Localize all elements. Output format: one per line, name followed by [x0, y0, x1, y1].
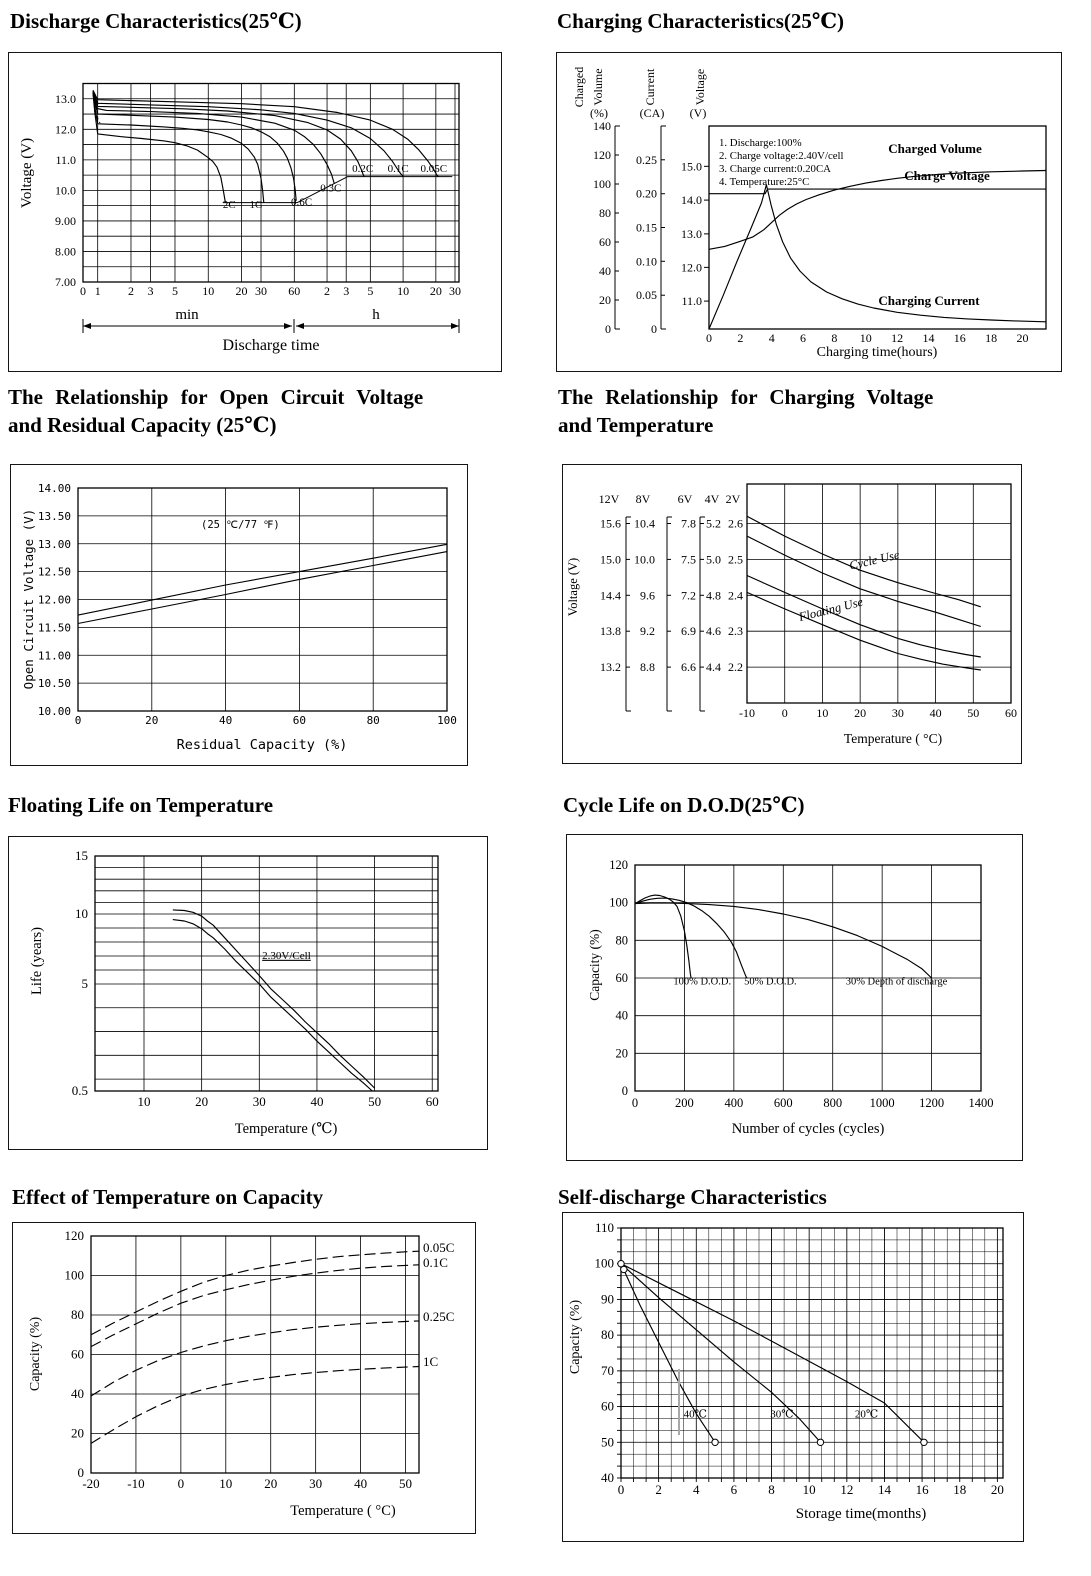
chart-title-floating-life: Floating Life on Temperature [8, 793, 274, 817]
x-axis-title: Temperature (℃) [234, 1121, 338, 1137]
scale-column-header: 12V [598, 492, 620, 506]
x-tick-label: 2 [324, 284, 331, 298]
scale-column-value: 15.6 [600, 516, 621, 531]
bracket-4v [700, 517, 705, 711]
annotation-label: Floating Use [797, 594, 865, 625]
x-tick-label: 10 [802, 1482, 816, 1497]
y-tick-label: 60 [615, 971, 628, 985]
scale-column-header: 4V [704, 492, 720, 506]
x-tick-label: 3 [343, 284, 350, 298]
temperature-capacity-chart [13, 1223, 475, 1533]
y-tick-label: 11.00 [37, 649, 71, 663]
chart-frame-floating-life [8, 836, 488, 1150]
annotation-label: 0.05C [423, 1240, 455, 1255]
y-tick-label: 10.00 [37, 705, 71, 718]
series-ocv-upper [78, 544, 447, 615]
scale-tick-label: 80 [599, 206, 611, 220]
chart-frame-self-discharge [562, 1212, 1024, 1542]
y-tick-label: 10.50 [37, 677, 71, 691]
scale-tick-label: 60 [599, 235, 611, 249]
x-axis-title: Residual Capacity (%) [176, 737, 348, 753]
x-tick-label: 2 [127, 284, 134, 298]
y-tick-label: 120 [64, 1228, 84, 1243]
grid [91, 1236, 419, 1473]
annotation-label: 1C [423, 1354, 439, 1369]
y-tick-label: 5 [81, 976, 88, 991]
scale-column-value: 7.5 [681, 552, 696, 567]
scale-column-value: 4.6 [706, 624, 721, 639]
plot-border [621, 1228, 1003, 1478]
charging-voltage-temperature-chart [563, 465, 1021, 763]
annotation-label: Charged Volume [888, 141, 982, 156]
y-tick-label: 20 [71, 1425, 84, 1441]
scale-tick-label: 40 [599, 264, 611, 278]
annotation-label: Voltage [693, 68, 707, 106]
chart-frame-cycle-life [566, 834, 1023, 1161]
x-tick-label: 60 [292, 714, 307, 727]
scale-tick-label: 120 [593, 148, 611, 162]
y-tick-label: 7.00 [55, 275, 76, 289]
y-axis-title: Capacity (%) [587, 929, 602, 1001]
x-tick-label: 14 [877, 1482, 891, 1497]
scale-tick-label: 14.0 [681, 193, 702, 208]
y-tick-label: 0.5 [71, 1083, 88, 1098]
chart-title-self-discharge: Self-discharge Characteristics [558, 1185, 827, 1209]
y-tick-label: 60 [71, 1346, 84, 1362]
x-tick-label: 0 [177, 1476, 185, 1491]
chart-title-temp-capacity: Effect of Temperature on Capacity [12, 1185, 324, 1209]
annotation-label: 30℃ [770, 1408, 794, 1421]
scale-column-value: 14.4 [600, 588, 621, 603]
scale-tick-label: 20 [599, 293, 611, 307]
x-tick-label: 20 [145, 714, 159, 727]
annotation-label: min [175, 307, 199, 323]
scale-tick-label: 11.0 [681, 294, 702, 309]
x-tick-label: 10 [202, 284, 215, 298]
x-tick-label: 100 [437, 714, 457, 727]
chart-frame-discharge [8, 52, 502, 372]
x-tick-label: 50 [967, 706, 980, 720]
chart-frame-charge-voltage-temp [562, 464, 1022, 764]
x-tick-label: 10 [859, 331, 872, 345]
series-rate-1C [91, 1367, 419, 1444]
x-tick-label: 5 [171, 284, 178, 298]
chart-title-charging: Charging Characteristics(25℃) [557, 9, 845, 33]
x-tick-label: 20 [990, 1482, 1004, 1497]
y-tick-label: 100 [594, 1255, 614, 1271]
annotation-label: 30% Depth of discharge [845, 976, 948, 988]
bracket-8v [626, 517, 631, 711]
x-tick-label: 14 [922, 331, 935, 345]
x-tick-label: 60 [425, 1094, 439, 1109]
x-tick-label: 30 [309, 1476, 323, 1491]
scale-column-value: 15.0 [600, 552, 621, 567]
series-rate-0.25C [91, 1321, 419, 1396]
chart-title-charge-voltage-temp: The Relationship for Charging Voltage and Temperature [558, 385, 934, 437]
y-tick-label: 12.00 [37, 593, 71, 607]
y-axis-title: Life (years) [29, 926, 45, 996]
series-dod-50 [635, 898, 747, 978]
x-tick-label: 800 [823, 1096, 843, 1110]
x-tick-label: 0 [706, 331, 712, 345]
series-ocv-lower [78, 552, 447, 624]
x-tick-label: 10 [137, 1094, 151, 1109]
floating-life-chart [9, 837, 487, 1149]
x-tick-label: 30 [449, 284, 461, 298]
plot-border [83, 84, 459, 283]
h-range-arrow [296, 323, 459, 329]
y-tick-label: 80 [601, 1327, 614, 1343]
x-tick-label: 20 [264, 1476, 278, 1491]
y-axis-title: Voltage (V) [19, 137, 35, 209]
y-tick-label: 11.50 [37, 621, 71, 635]
annotation-label: Charging Current [878, 293, 980, 308]
annotation-label: Current [643, 68, 657, 106]
cycle-life-chart [567, 835, 1022, 1160]
scale-column-value: 7.2 [681, 588, 696, 603]
bracket-6v [667, 517, 672, 711]
annotation-label: 100% D.O.D. [673, 976, 732, 988]
x-tick-label: 0 [80, 284, 86, 298]
x-tick-label: 80 [366, 714, 380, 727]
scale-tick-label: 15.0 [681, 159, 702, 174]
chart-title-cycle-life: Cycle Life on D.O.D(25℃) [563, 793, 805, 817]
x-tick-label: 30 [252, 1094, 266, 1109]
x-tick-label: 8 [831, 331, 838, 345]
y-tick-label: 110 [594, 1220, 614, 1235]
open-circuit-voltage-chart [11, 465, 467, 765]
x-tick-label: 200 [675, 1096, 694, 1110]
scale-column-header: 2V [725, 492, 741, 506]
x-tick-label: 10 [397, 284, 410, 298]
x-tick-label: 10 [816, 706, 829, 720]
y-axis-title: Voltage (V) [566, 557, 580, 617]
x-tick-label: 18 [953, 1482, 967, 1497]
y-tick-label: 40 [615, 1008, 628, 1023]
y-tick-label: 70 [601, 1362, 614, 1378]
x-tick-label: 30 [255, 284, 268, 298]
x-tick-label: 1 [94, 284, 101, 298]
scale-tick-label: 0.25 [636, 152, 657, 167]
y-axis-title: Open Circuit Voltage (V) [21, 508, 36, 690]
x-tick-label: 20 [854, 706, 867, 720]
chart-frame-temp-capacity [12, 1222, 476, 1534]
annotation-label: 2.30V/Cell [262, 949, 311, 962]
y-tick-label: 12.0 [55, 122, 76, 137]
series-charge-voltage [709, 189, 1046, 194]
annotation-label: 0.1C [423, 1255, 448, 1270]
scale-tick-label: 0 [651, 322, 657, 336]
x-tick-label: 2 [655, 1482, 662, 1497]
annotation-label: 4. Temperature:25°C [719, 176, 810, 188]
x-tick-label: 400 [724, 1096, 744, 1110]
x-tick-label: 60 [288, 284, 301, 298]
x-tick-label: 20 [429, 284, 442, 298]
min-range-arrow [83, 323, 292, 329]
scale-column-value: 7.8 [681, 516, 696, 531]
scale-column-value: 6.6 [681, 660, 696, 675]
x-tick-label: 0 [74, 714, 82, 727]
series-life-lower [173, 920, 372, 1091]
scale-tick-label: 0 [605, 322, 611, 336]
scale-column-header: 8V [635, 492, 651, 506]
y-axis-title: Capacity (%) [28, 1316, 43, 1392]
current-scale [661, 126, 666, 329]
y-tick-label: 40 [601, 1470, 614, 1485]
scale-column-value: 2.6 [728, 516, 743, 531]
x-tick-label: 40 [929, 706, 942, 720]
x-axis-title: Temperature ( °C) [290, 1503, 396, 1519]
data-marker [712, 1439, 718, 1445]
x-tick-label: 3 [147, 284, 154, 298]
series-cycle-use-lower [747, 536, 981, 626]
charging-characteristics-chart [557, 53, 1061, 371]
x-tick-label: 600 [773, 1096, 793, 1110]
x-tick-label: 4 [693, 1482, 700, 1497]
y-tick-label: 100 [64, 1267, 84, 1283]
scale-column-value: 4.8 [706, 588, 721, 603]
x-tick-label: 40 [354, 1476, 368, 1491]
y-tick-label: 80 [71, 1307, 84, 1322]
scale-column-value: 6.9 [681, 624, 696, 639]
y-tick-label: 10.0 [55, 183, 76, 198]
y-tick-label: 13.00 [37, 537, 71, 551]
annotation-label: 2C [222, 199, 236, 212]
y-tick-label: 0 [77, 1465, 84, 1480]
y-axis-title: Capacity (%) [568, 1299, 583, 1375]
data-marker [621, 1266, 627, 1272]
y-tick-label: 11.0 [55, 152, 76, 167]
scale-column-value: 13.8 [600, 624, 621, 639]
x-tick-label: 0 [631, 1096, 639, 1110]
x-tick-label: 0 [781, 706, 788, 720]
x-tick-label: 4 [768, 331, 775, 345]
x-tick-label: 20 [1016, 331, 1029, 345]
chart-frame-ocv [10, 464, 468, 766]
y-tick-label: 13.50 [37, 509, 71, 523]
annotation-label: Charged [572, 66, 586, 108]
annotation-label: (25 ℃/77 ℉) [201, 519, 280, 532]
x-tick-label: 12 [840, 1482, 854, 1497]
x-tick-label: 2 [737, 331, 744, 345]
scale-column-value: 2.2 [728, 660, 743, 675]
scale-tick-label: 13.0 [681, 226, 702, 241]
y-tick-label: 8.00 [55, 244, 76, 259]
scale-column-value: 5.2 [706, 516, 721, 531]
data-marker [817, 1439, 823, 1445]
scale-tick-label: 100 [593, 177, 611, 191]
x-tick-label: 6 [730, 1482, 738, 1497]
scale-tick-label: 12.0 [681, 260, 702, 275]
x-tick-label: 8 [768, 1482, 775, 1497]
y-tick-label: 9.00 [55, 213, 76, 228]
x-axis-title: Number of cycles (cycles) [731, 1121, 885, 1137]
x-axis-title: Discharge time [222, 337, 320, 354]
annotation-label: 2. Charge voltage:2.40V/cell [719, 150, 844, 162]
discharge-characteristics-chart [9, 53, 501, 371]
annotation-label: 50% D.O.D. [744, 976, 797, 988]
x-tick-label: 50 [399, 1476, 413, 1491]
annotation-label: 0.05C [420, 163, 448, 176]
y-tick-label: 13.0 [55, 91, 76, 106]
scale-column-value: 10.4 [634, 516, 655, 531]
annotation-label: Cycle Use [847, 547, 901, 573]
x-tick-label: 20 [235, 284, 248, 298]
scale-tick-label: 0.15 [636, 220, 657, 235]
chart-frame-charging [556, 52, 1062, 372]
x-tick-label: 30 [891, 706, 904, 720]
y-tick-label: 60 [601, 1398, 614, 1414]
series-floating-use-upper [747, 576, 981, 658]
annotation-label: 0.1C [387, 163, 409, 176]
x-tick-label: 0 [617, 1482, 625, 1497]
x-tick-label: 40 [218, 714, 233, 727]
y-tick-label: 0 [621, 1084, 628, 1098]
chart-title-discharge: Discharge Characteristics(25℃) [10, 9, 302, 33]
y-tick-label: 90 [601, 1291, 614, 1307]
x-tick-label: -20 [82, 1476, 100, 1491]
x-tick-label: 1000 [869, 1096, 895, 1110]
scale-column-header: 6V [677, 492, 693, 506]
charged-volume-scale [615, 126, 620, 329]
grid [95, 856, 438, 1091]
x-tick-label: 5 [367, 284, 374, 298]
annotation-label: 0.6C [291, 196, 313, 209]
annotation-label: (%) [590, 106, 608, 120]
scale-tick-label: 0.05 [636, 288, 657, 303]
x-tick-label: 60 [1005, 706, 1017, 720]
y-tick-label: 10 [75, 906, 88, 921]
annotation-label: 1. Discharge:100% [719, 137, 802, 149]
y-tick-label: 12.50 [37, 565, 71, 579]
scale-column-value: 10.0 [634, 552, 655, 567]
x-tick-label: 1400 [968, 1096, 994, 1110]
y-tick-label: 120 [609, 858, 628, 872]
annotation-label: (CA) [639, 106, 665, 120]
scale-column-value: 2.5 [728, 552, 743, 567]
scale-tick-label: 0.10 [636, 254, 657, 269]
x-tick-label: -10 [127, 1476, 145, 1491]
y-tick-label: 50 [601, 1434, 614, 1450]
annotation-label: 0.3C [320, 182, 342, 195]
chart-title-ocv: The Relationship for Open Circuit Voltage and Residual Capacity (25℃) [8, 385, 424, 437]
annotation-label: 0.25C [423, 1309, 455, 1324]
data-marker [921, 1439, 927, 1445]
annotation-label: h [372, 307, 380, 323]
series-dod-100 [635, 895, 691, 978]
grid [83, 84, 459, 283]
y-tick-label: 20 [615, 1046, 628, 1061]
annotation-label: (V) [689, 106, 707, 120]
voltage-scale [704, 166, 709, 301]
scale-column-value: 9.6 [640, 588, 655, 603]
scale-column-value: 2.3 [728, 624, 743, 639]
scale-tick-label: 0.20 [636, 186, 657, 201]
annotation-label: 0.2C [352, 163, 374, 176]
scale-column-value: 5.0 [706, 552, 721, 567]
y-tick-label: 80 [615, 933, 628, 948]
scale-column-value: 8.8 [640, 660, 655, 675]
annotation-label: Volume [591, 68, 605, 106]
annotation-label: 3. Charge current:0.20CA [719, 163, 831, 175]
x-tick-label: 50 [368, 1094, 382, 1109]
plot-border [95, 856, 438, 1091]
scale-column-value: 13.2 [600, 660, 621, 675]
scale-column-value: 2.4 [728, 588, 743, 603]
annotation-label: 40℃ [683, 1408, 707, 1421]
scale-column-value: 4.4 [706, 660, 721, 675]
x-tick-label: 6 [800, 331, 807, 345]
x-tick-label: 16 [953, 331, 966, 345]
y-tick-label: 15 [75, 848, 88, 863]
x-axis-title: Temperature ( °C) [843, 731, 943, 746]
x-tick-label: 10 [219, 1476, 233, 1491]
series-rate-0.1C [91, 1265, 419, 1347]
x-tick-label: 18 [985, 331, 998, 345]
x-tick-label: 20 [195, 1094, 209, 1109]
x-axis-title: Charging time(hours) [816, 345, 938, 360]
annotation-label: Charge Voltage [904, 168, 990, 183]
y-tick-label: 14.00 [37, 482, 71, 495]
scale-tick-label: 140 [593, 119, 611, 133]
annotation-label: 1C [249, 199, 263, 212]
series-1C [93, 93, 264, 202]
x-tick-label: 16 [915, 1482, 929, 1497]
x-axis-title: Storage time(months) [795, 1506, 927, 1522]
grid [617, 1228, 1003, 1482]
y-tick-label: 40 [71, 1386, 84, 1401]
annotation-label: 20℃ [854, 1408, 879, 1421]
x-tick-label: 1200 [919, 1096, 945, 1110]
y-tick-label: 100 [609, 895, 628, 910]
scale-column-value: 9.2 [640, 624, 655, 639]
self-discharge-chart [563, 1213, 1023, 1541]
x-tick-label: 12 [891, 331, 904, 345]
x-tick-label: 40 [310, 1094, 324, 1109]
x-tick-label: -10 [739, 706, 755, 720]
